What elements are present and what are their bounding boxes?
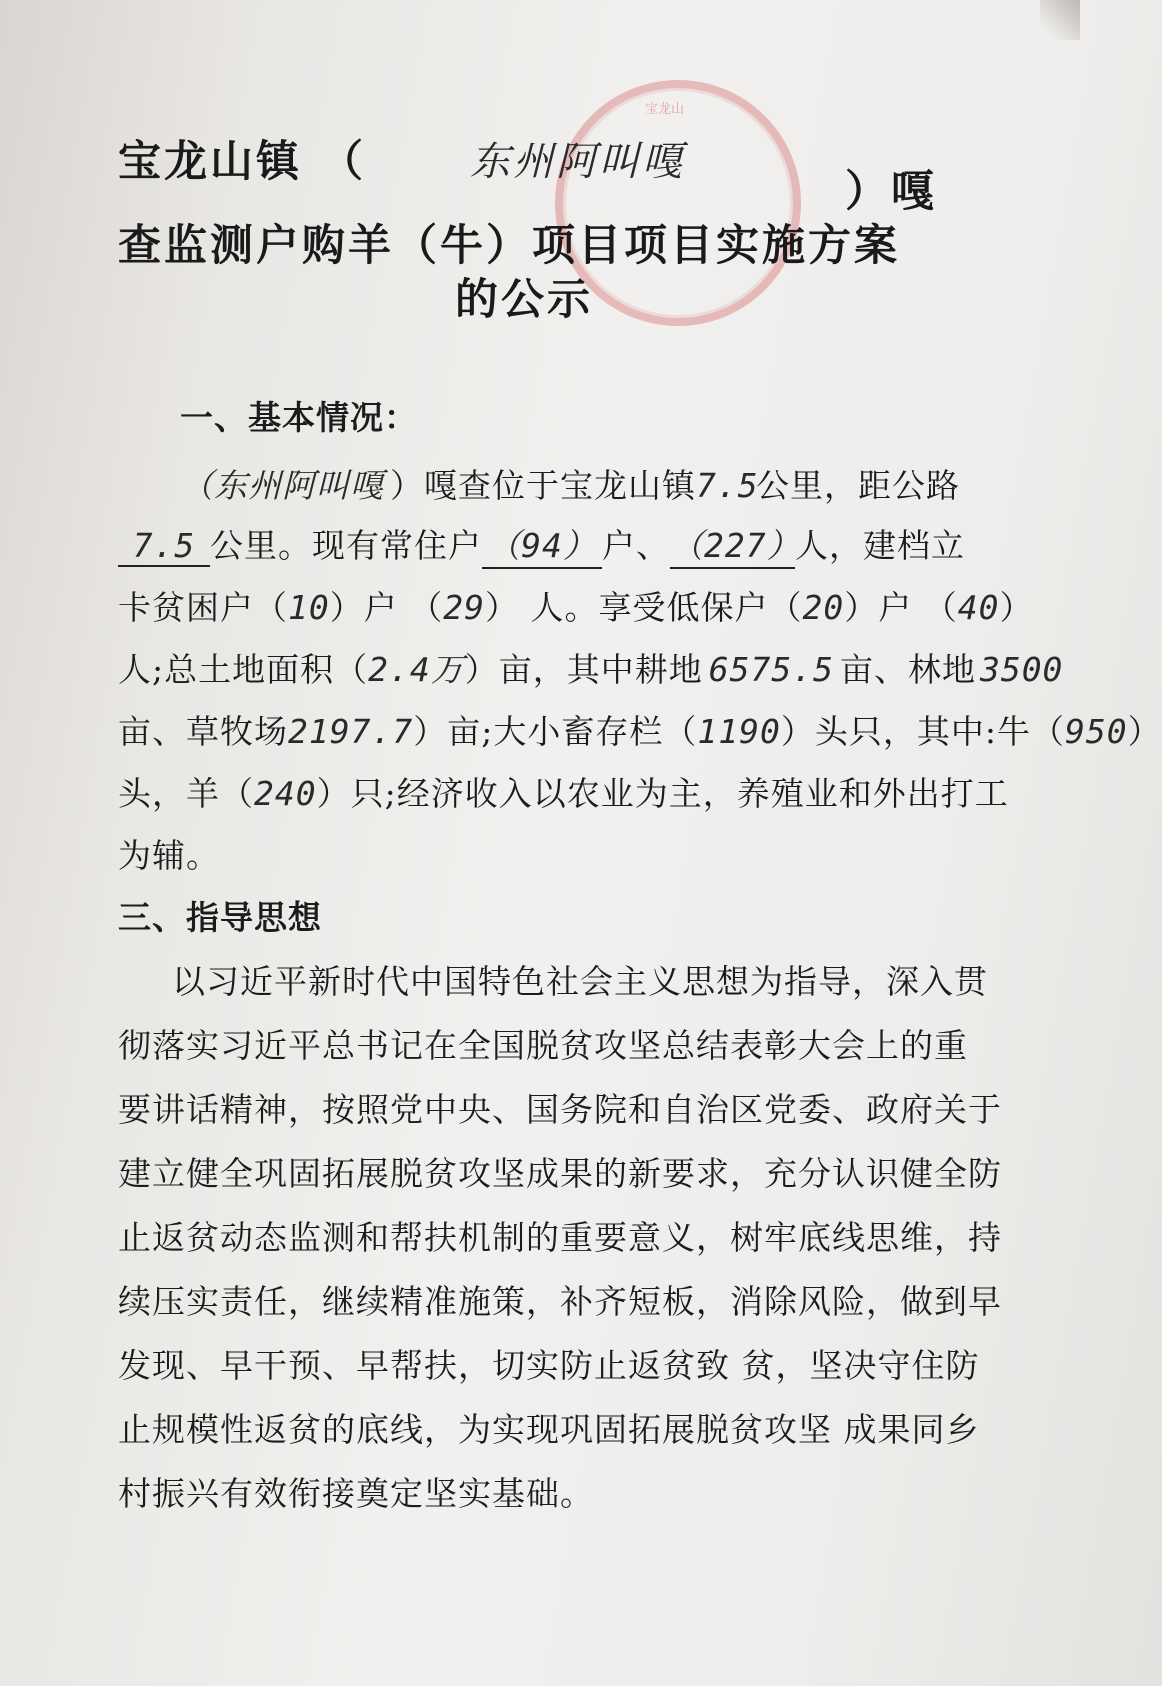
title-line-1	[118, 128, 366, 189]
title-line-2: 查监测户购羊（牛）项目项目实施方案	[118, 221, 900, 271]
handwritten-dibao-people: 40	[957, 588, 1000, 627]
section-3-paragraph-line: 建立健全巩固拓展脱贫攻坚成果的新要求，充分认识健全防	[118, 1154, 1002, 1193]
title-line-3: 的公示	[455, 275, 593, 325]
title-prefix: 宝龙山镇 （	[118, 137, 366, 187]
section-1-line-7: 为辅。	[118, 836, 220, 875]
page-corner-shadow	[1040, 0, 1080, 40]
section-3-paragraph-line: 发现、早干预、早帮扶，切实防止返贫致 贫，坚决守住防	[118, 1346, 980, 1385]
handwritten-poor-households: 10	[288, 588, 330, 627]
handwritten-households: （94）	[482, 520, 602, 569]
section-1-heading: 一、基本情况：	[180, 398, 418, 437]
section-3-paragraph-line: 要讲话精神，按照党中央、国务院和自治区党委、政府关于	[118, 1090, 1002, 1129]
section-3-paragraph-line: 续压实责任，继续精准施策，补齐短板，消除风险，做到早	[118, 1282, 1002, 1321]
handwritten-village: （东州阿叫嘎	[180, 466, 384, 505]
seal-text: 宝龙山	[645, 102, 685, 117]
handwritten-pasture: 2197.7	[288, 712, 414, 751]
section-1-line-6: 头，羊（240）只;经济收入以农业为主，养殖业和外出打工	[118, 774, 1009, 813]
handwritten-sheep: 240	[254, 774, 317, 813]
title-line-1-end: ）嘎	[845, 167, 937, 217]
section-3-paragraph-line: 彻落实习近平总书记在全国脱贫攻坚总结表彰大会上的重	[118, 1026, 968, 1065]
handwritten-poor-people: 29	[443, 588, 485, 627]
handwritten-distance-town: 7.5	[696, 466, 759, 505]
section-1-line-2: 7.5 公里。现有常住户 （94） 户、（227）人，建档立	[118, 520, 965, 569]
section-1-line-3: 卡贫困户（10）户 （29） 人。享受低保户（20）户 （40）	[118, 588, 1034, 627]
section-1-line-5: 亩、草牧场2197.7）亩;大小畜存栏（1190）头只，其中:牛（950）	[118, 712, 1162, 751]
handwritten-livestock: 1190	[697, 712, 781, 751]
handwritten-cattle: 950	[1064, 712, 1128, 751]
section-3-paragraph-line: 村振兴有效衔接奠定坚实基础。	[118, 1474, 594, 1513]
title-village-handwritten: 东州阿叫嘎	[470, 139, 685, 185]
section-3-paragraph-line: 止规模性返贫的底线，为实现巩固拓展脱贫攻坚 成果同乡	[118, 1410, 980, 1449]
section-1-line-4: 人;总土地面积（2.4万）亩，其中耕地 6575.5 亩、林地 3500	[118, 644, 1063, 691]
handwritten-distance-road: 7.5	[118, 526, 210, 567]
section-1-line-1: （东州阿叫嘎 ）嘎查位于宝龙山镇7.5公里，距公路	[180, 460, 960, 507]
handwritten-total-land: 2.4万	[368, 650, 465, 689]
handwritten-dibao-households: 20	[802, 588, 845, 627]
section-3-paragraph-line: 止返贫动态监测和帮扶机制的重要意义，树牢底线思维，持	[118, 1218, 1002, 1257]
section-3-heading: 三、指导思想	[118, 898, 322, 937]
handwritten-people: （227）	[670, 520, 795, 569]
handwritten-forest: 3500	[979, 650, 1064, 689]
section-3-paragraph-line: 以习近平新时代中国特色社会主义思想为指导，深入贯	[172, 962, 988, 1001]
handwritten-farmland: 6575.5	[708, 650, 834, 689]
